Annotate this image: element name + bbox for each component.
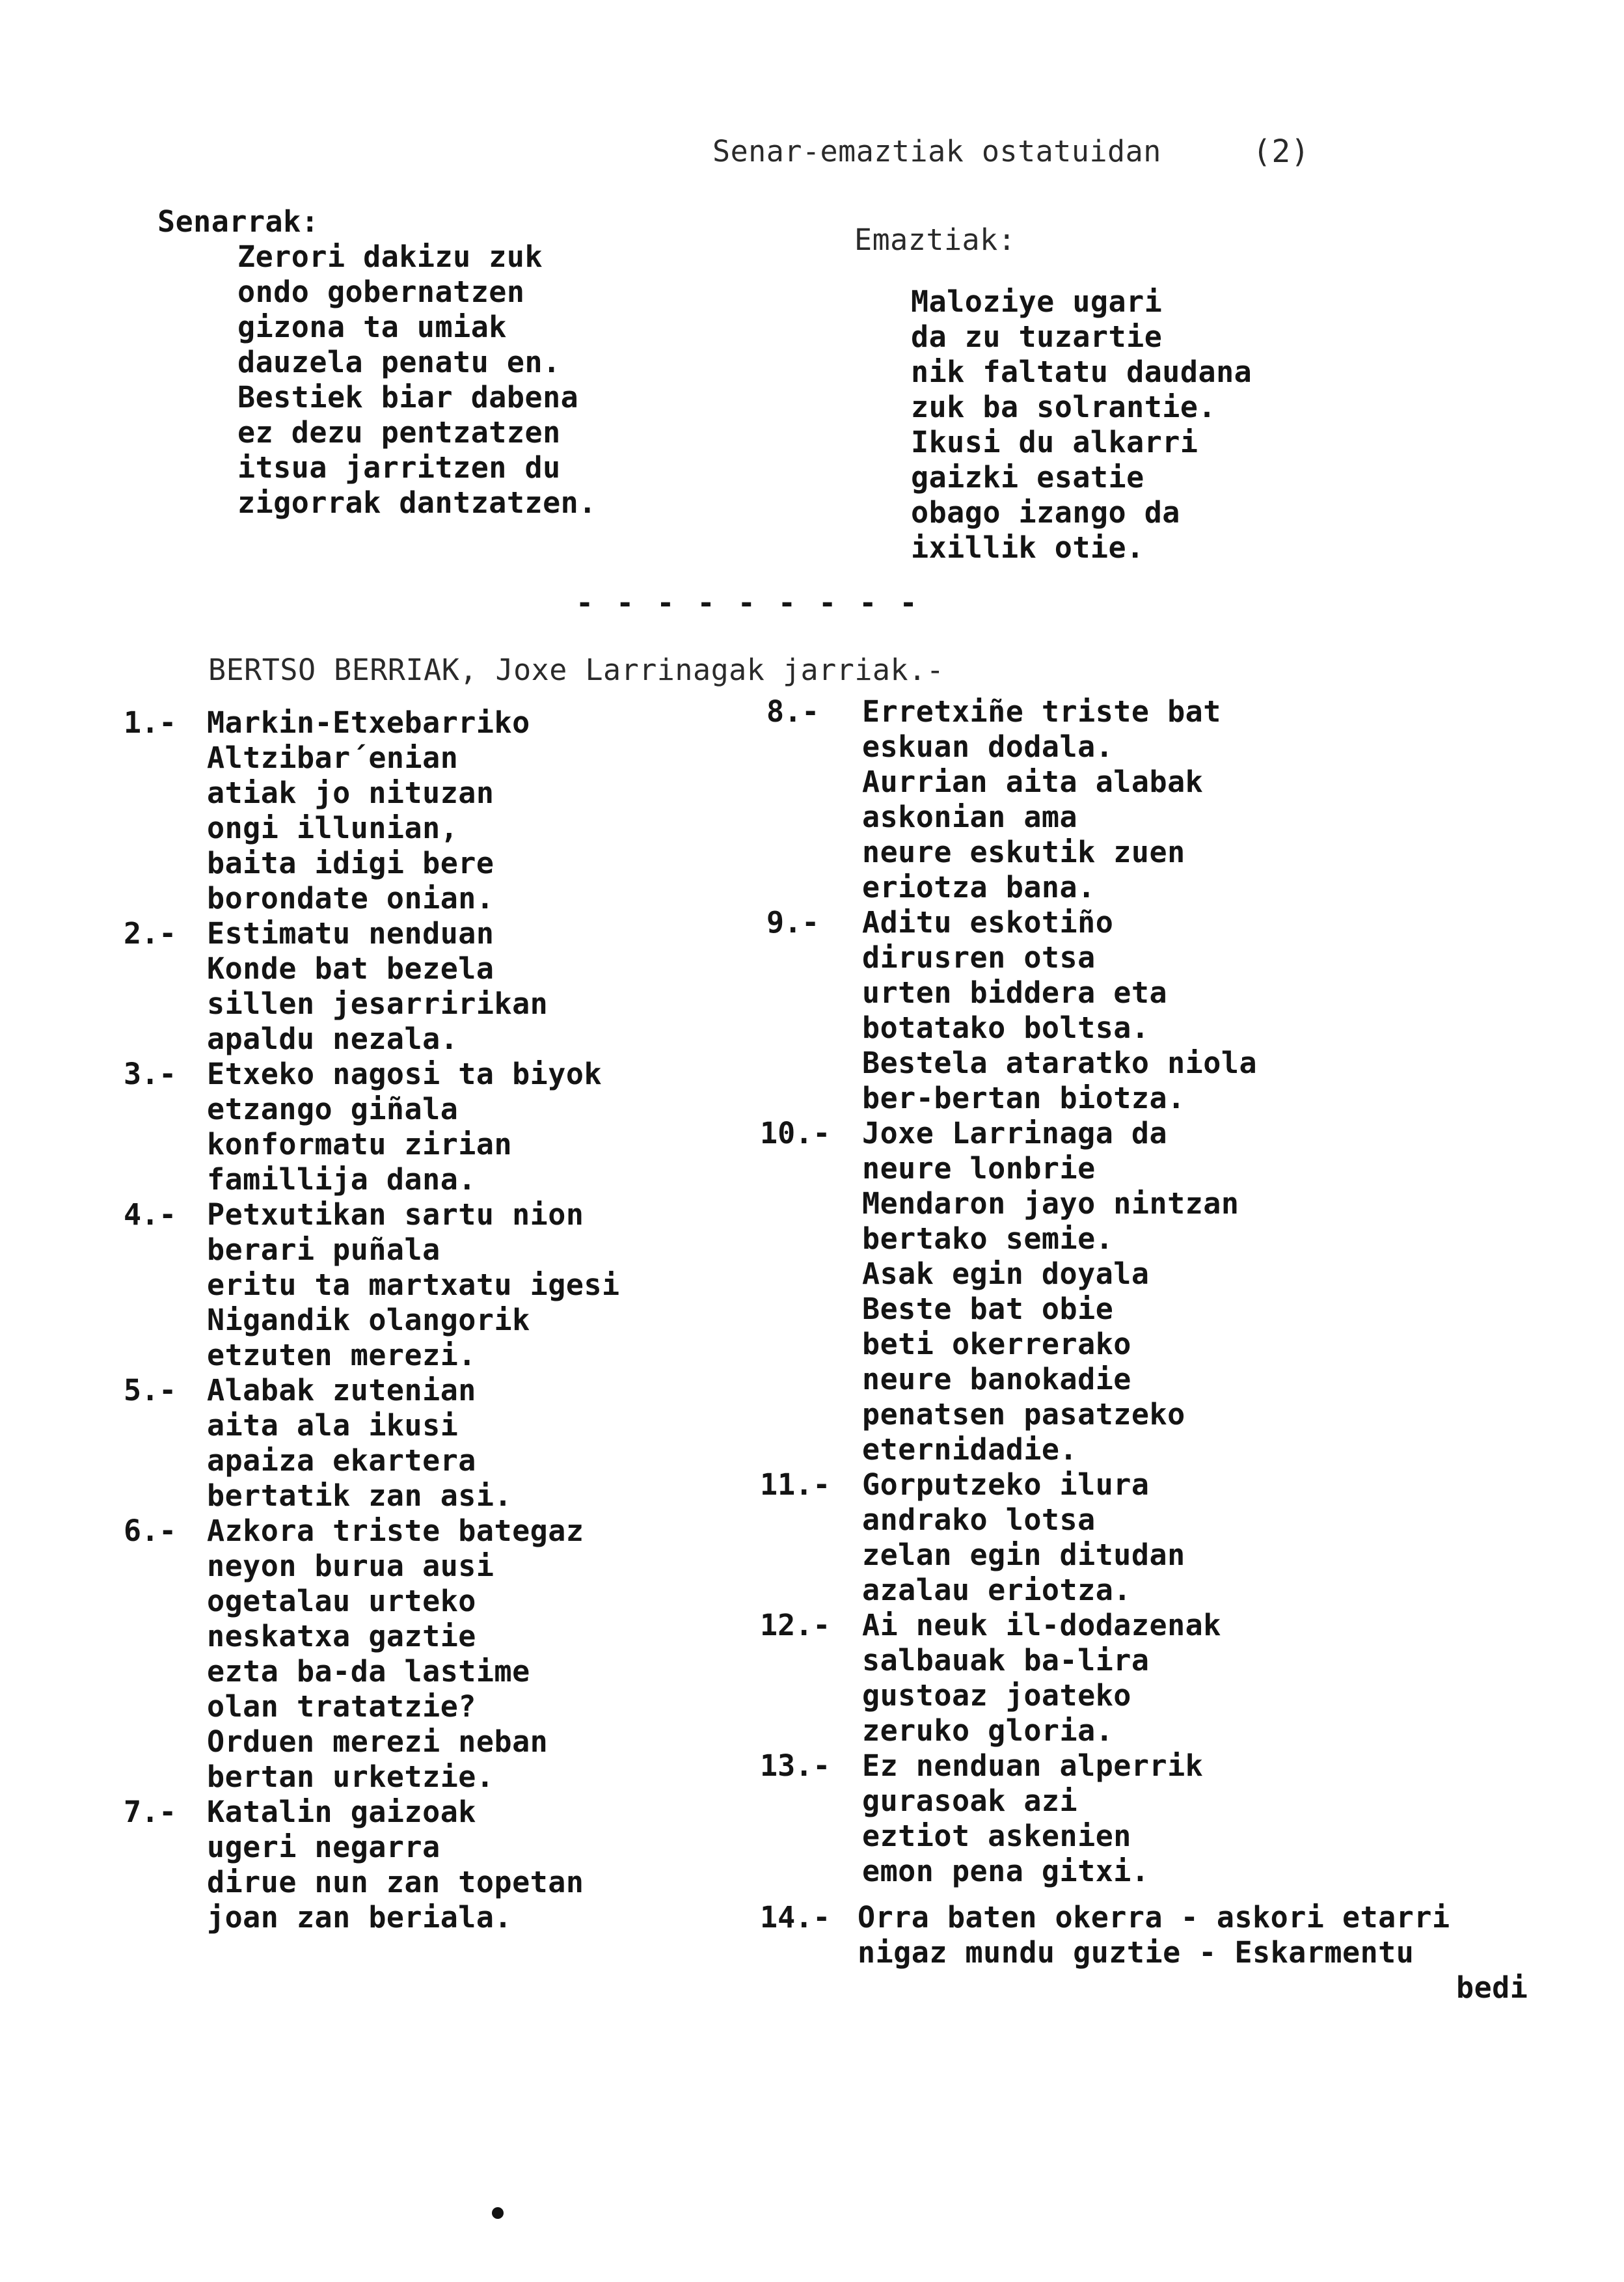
verse-number: 6.-: [124, 1514, 177, 1548]
verse-line: bertako semie.: [862, 1221, 1114, 1256]
verse-block: [207, 1373, 512, 1514]
verse-block: [862, 1116, 1239, 1467]
verse-line: ixillik otie.: [911, 530, 1144, 565]
verse-line: Bestiek biar dabena: [237, 380, 579, 414]
verse-number: 10.-: [760, 1116, 831, 1150]
page-header-title: Senar-emaztiak ostatuidan: [712, 134, 1161, 169]
verse-line: baita idigi bere: [207, 846, 494, 880]
verse-block: [207, 1795, 584, 1935]
verse-block: [207, 1057, 602, 1197]
verse-line: Konde bat bezela: [207, 951, 494, 986]
verse-line: Gorputzeko ilura: [862, 1467, 1150, 1502]
verse-line: eternidadie.: [862, 1432, 1078, 1467]
verse-line: Ez nenduan alperrik: [862, 1748, 1204, 1783]
verse-line: salbauak ba-lira: [862, 1643, 1150, 1678]
verse-line: Zerori dakizu zuk: [237, 239, 543, 274]
verse-line: zeruko gloria.: [862, 1713, 1114, 1748]
verse-line: neure lonbrie: [862, 1151, 1096, 1186]
verse-line: Ikusi du alkarri: [911, 425, 1198, 459]
verse-number: 5.-: [124, 1373, 177, 1407]
verse-line: famillija dana.: [207, 1162, 476, 1197]
verse-line: ongi illunian,: [207, 811, 459, 845]
verse-line: penatsen pasatzeko: [862, 1397, 1185, 1432]
verse-line: etzango giñala: [207, 1092, 459, 1126]
verse-number: 4.-: [124, 1197, 177, 1232]
verse-line: Aurrian aita alabak: [862, 765, 1204, 799]
verse-line: Markin-Etxebarriko: [207, 705, 530, 740]
verse-line: borondate onian.: [207, 881, 494, 916]
verse-line: Petxutikan sartu nion: [207, 1197, 584, 1232]
verse-line: Alabak zutenian: [207, 1373, 476, 1407]
verse-line: neyon burua ausi: [207, 1549, 494, 1583]
verse-line: Maloziye ugari: [911, 284, 1163, 319]
verse-line: Beste bat obie: [862, 1292, 1114, 1326]
verse-line: konformatu zirian: [207, 1127, 513, 1161]
verse-line: Erretxiñe triste bat: [862, 694, 1221, 729]
verse-line: dauzela penatu en.: [237, 345, 561, 379]
verse-number: 8.-: [766, 694, 820, 729]
verse-line: eskuan dodala.: [862, 729, 1114, 764]
verse-number: 2.-: [124, 916, 177, 951]
verse-line: neskatxa gaztie: [207, 1619, 476, 1653]
ink-dot: [492, 2207, 504, 2219]
verse-line: bertan urketzie.: [207, 1759, 494, 1794]
verse-line: neure banokadie: [862, 1362, 1131, 1396]
verse-line: azalau eriotza.: [862, 1573, 1131, 1607]
verse-line: Aditu eskotiño: [862, 905, 1114, 940]
verse-block: [207, 1514, 584, 1795]
verse-line: dirue nun zan topetan: [207, 1865, 584, 1899]
verse-line: da zu tuzartie: [911, 319, 1163, 354]
verse-line: nigaz mundu guztie - Eskarmentu: [858, 1935, 1414, 1970]
verse-line: itsua jarritzen du: [237, 450, 561, 485]
separator-dashes: - - - - - - - - -: [576, 586, 920, 620]
verse-line: ogetalau urteko: [207, 1584, 476, 1618]
verse-line: nik faltatu daudana: [911, 355, 1252, 389]
right-speaker-label: Emaztiak:: [854, 223, 1016, 257]
verse-line: Altzibar´enian: [207, 740, 459, 775]
verse-block: [862, 1467, 1185, 1608]
verse-line: Orduen merezi neban: [207, 1724, 548, 1759]
verse-line: sillen jesarririkan: [207, 986, 548, 1021]
verse-line: Joxe Larrinaga da: [862, 1116, 1168, 1150]
verse-line: atiak jo nituzan: [207, 776, 494, 810]
left-speaker-verse: [237, 239, 597, 521]
verse-block: [862, 1608, 1221, 1748]
verse-line: eztiot askenien: [862, 1819, 1131, 1853]
verse-number: 9.-: [766, 905, 820, 940]
section-title: BERTSO BERRIAK, Joxe Larrinagak jarriak.-: [208, 653, 945, 687]
verse-line: gurasoak azi: [862, 1784, 1078, 1818]
verse-line: Orra baten okerra - askori etarri: [858, 1900, 1450, 1935]
verse-number: 11.-: [760, 1467, 831, 1502]
verse-line: emon pena gitxi.: [862, 1854, 1150, 1888]
verse-line: ondo gobernatzen: [237, 275, 525, 309]
verse-line: obago izango da: [911, 495, 1180, 530]
verse-line: ber-bertan biotza.: [862, 1081, 1185, 1115]
verse-line: aita ala ikusi: [207, 1408, 459, 1443]
verse-line: Estimatu nenduan: [207, 916, 494, 951]
verse-number: 13.-: [760, 1748, 831, 1783]
verse-line: zigorrak dantzatzen.: [237, 485, 597, 520]
verse-line: botatako boltsa.: [862, 1011, 1150, 1045]
right-speaker-verse: [911, 284, 1252, 565]
verse-line: eritu ta martxatu igesi: [207, 1268, 620, 1302]
left-speaker-label: Senarrak:: [157, 204, 319, 239]
verse-line: gustoaz joateko: [862, 1678, 1131, 1713]
verse-line: olan tratatzie?: [207, 1689, 476, 1724]
verse-block: [862, 1748, 1203, 1889]
verse-line: neure eskutik zuen: [862, 835, 1185, 869]
verse-line: bertatik zan asi.: [207, 1478, 513, 1513]
verse-line: apaldu nezala.: [207, 1022, 459, 1056]
verse-line: ez dezu pentzatzen: [237, 415, 561, 450]
verse-line: zelan egin ditudan: [862, 1538, 1185, 1572]
verse-line: etzuten merezi.: [207, 1338, 476, 1372]
verse-line: bedi: [1456, 1970, 1528, 2005]
verse-line: Bestela ataratko niola: [862, 1046, 1258, 1080]
verse-line: dirusren otsa: [862, 940, 1096, 975]
verse-line: askonian ama: [862, 800, 1078, 834]
verse-number: 7.-: [124, 1795, 177, 1829]
verse-line: berari puñala: [207, 1232, 440, 1267]
verse-line: Mendaron jayo nintzan: [862, 1186, 1239, 1221]
verse-line: joan zan beriala.: [207, 1900, 513, 1935]
verse-line: Nigandik olangorik: [207, 1303, 530, 1337]
verse-line: Katalin gaizoak: [207, 1795, 476, 1829]
verse-line: ugeri negarra: [207, 1830, 440, 1864]
verse-number: 12.-: [760, 1608, 831, 1642]
verse-block: [862, 694, 1221, 905]
verse-line: beti okerrerako: [862, 1327, 1131, 1361]
verse-line: ezta ba-da lastime: [207, 1654, 530, 1689]
verse-block: [207, 1197, 620, 1373]
verse-line: urten biddera eta: [862, 975, 1168, 1010]
verse-block: [207, 916, 548, 1057]
verse-line: Azkora triste bategaz: [207, 1514, 584, 1548]
verse-number: 14.-: [760, 1900, 831, 1935]
verse-number: 3.-: [124, 1057, 177, 1091]
verse-block: [207, 705, 530, 916]
verse-line: andrako lotsa: [862, 1502, 1096, 1537]
verse-line: eriotza bana.: [862, 870, 1096, 904]
page-number: (2): [1252, 133, 1310, 170]
verse-line: Ai neuk il-dodazenak: [862, 1608, 1221, 1642]
verse-line: Asak egin doyala: [862, 1256, 1150, 1291]
verse-line: zuk ba solrantie.: [911, 390, 1217, 424]
verse-line: Etxeko nagosi ta biyok: [207, 1057, 602, 1091]
verse-line: apaiza ekartera: [207, 1443, 476, 1478]
verse-line: gaizki esatie: [911, 460, 1144, 495]
verse-line: gizona ta umiak: [237, 310, 507, 344]
verse-number: 1.-: [124, 705, 177, 740]
verse-block: [862, 905, 1257, 1116]
